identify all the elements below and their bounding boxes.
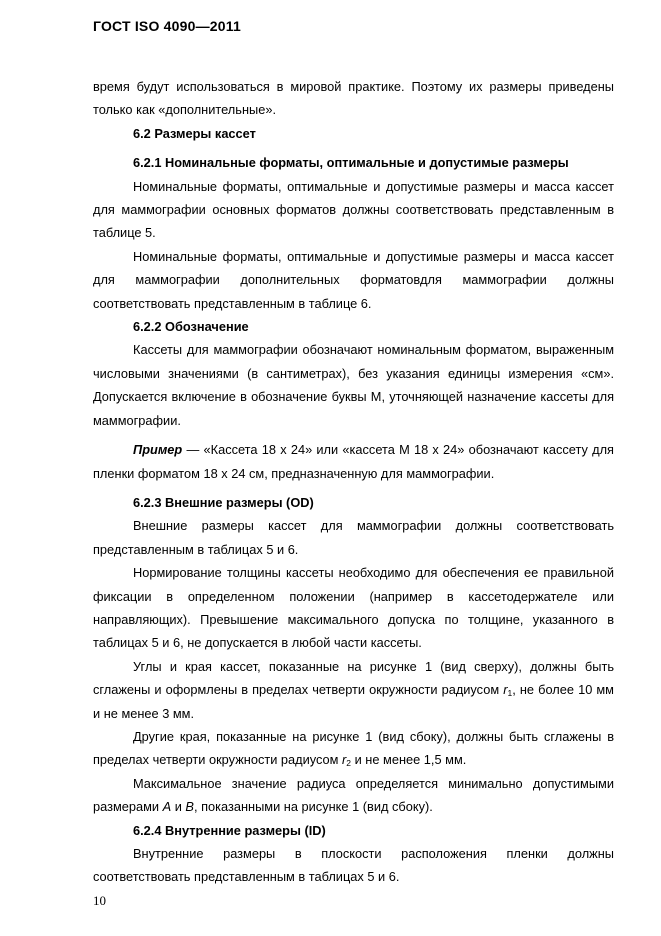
text-part: и не менее 1,5 мм. — [351, 752, 467, 768]
section-heading-6-2: 6.2 Размеры кассет — [133, 125, 256, 141]
subscript-2: 2 — [346, 758, 352, 769]
example-term: Пример — [133, 442, 183, 458]
variable-r1: r — [503, 682, 508, 698]
paragraph-6-2-3-c — [93, 655, 614, 725]
paragraph-6-2-3-a: Внешние размеры кассет для маммографии должны соответствовать представленным в таблицах 5 и 6. — [93, 518, 614, 557]
paragraph-6-2-1-a: Номинальные форматы, оптимальные и допустимые размеры и масса кассет для маммографии основных форматов должны соответствовать представленным в таблице 5. — [93, 178, 614, 241]
subscript-1: 1 — [507, 688, 513, 699]
section-heading-6-2-1: 6.2.1 Номинальные форматы, оптимальные и допустимые размеры — [133, 155, 569, 171]
text-part: , не более 10 мм и не менее 3 мм. — [93, 682, 614, 721]
paragraph-6-2-4: Внутренние размеры в плоскости расположения пленки должны соответствовать представленным в таблицах 5 и 6. — [93, 846, 614, 885]
text-part: и — [171, 799, 186, 815]
document-header: ГОСТ ISO 4090—2011 — [93, 18, 241, 34]
example-note — [93, 438, 614, 485]
variable-a: A — [162, 799, 172, 815]
document-body — [93, 75, 614, 889]
text-part: Максимальное значение радиуса определяется минимально допустимыми размерами — [93, 775, 614, 815]
text-part: Другие края, показанные на рисунке 1 (вид сбоку), должны быть сглажены в пределах четверти окружности радиусом — [93, 728, 614, 768]
paragraph-6-2-3-e — [93, 772, 614, 819]
paragraph-6-2-3-b: Нормирование толщины кассеты необходимо для обеспечения ее правильной фиксации в определенном положении (например в кассетодержателе или направляющих). Превышение максимального допуска по толщине, указанного в таблицах 5 и 6, не допускается в любой части кассеты. — [93, 565, 614, 651]
section-heading-6-2-2: 6.2.2 Обозначение — [133, 319, 249, 335]
variable-r2: r — [342, 752, 347, 768]
section-heading-6-2-3: 6.2.3 Внешние размеры (OD) — [133, 494, 314, 510]
example-text: — «Кассета 18 х 24» или «кассета М 18 х 24» обозначают кассету для пленки форматом 18 х 24 см, предназначенную для маммографии. — [93, 442, 614, 481]
variable-b: B — [185, 799, 194, 815]
page-number: 10 — [93, 893, 106, 908]
paragraph-continuation: время будут использоваться в мировой практике. Поэтому их размеры приведены только как «дополнительные». — [93, 79, 614, 118]
paragraph-6-2-1-b: Номинальные форматы, оптимальные и допустимые размеры и масса кассет для маммографии дополнительных форматовдля маммографии должны соответствовать представленным в таблице 6. — [93, 248, 614, 311]
text-part: , показанными на рисунке 1 (вид сбоку). — [193, 799, 433, 815]
text-part: Углы и края кассет, показанные на рисунке 1 (вид сверху), должны быть сглажены и оформлены в пределах четверти окружности радиусом — [93, 658, 614, 698]
paragraph-6-2-2: Кассеты для маммографии обозначают номинальным форматом, выраженным числовыми значениями (в сантиметрах), без указания единицы измерения «см». Допускается включение в обозначение буквы М, уточняющей назначение кассеты для маммографии. — [93, 342, 614, 428]
section-heading-6-2-4: 6.2.4 Внутренние размеры (ID) — [133, 822, 326, 838]
paragraph-6-2-3-d — [93, 725, 614, 772]
